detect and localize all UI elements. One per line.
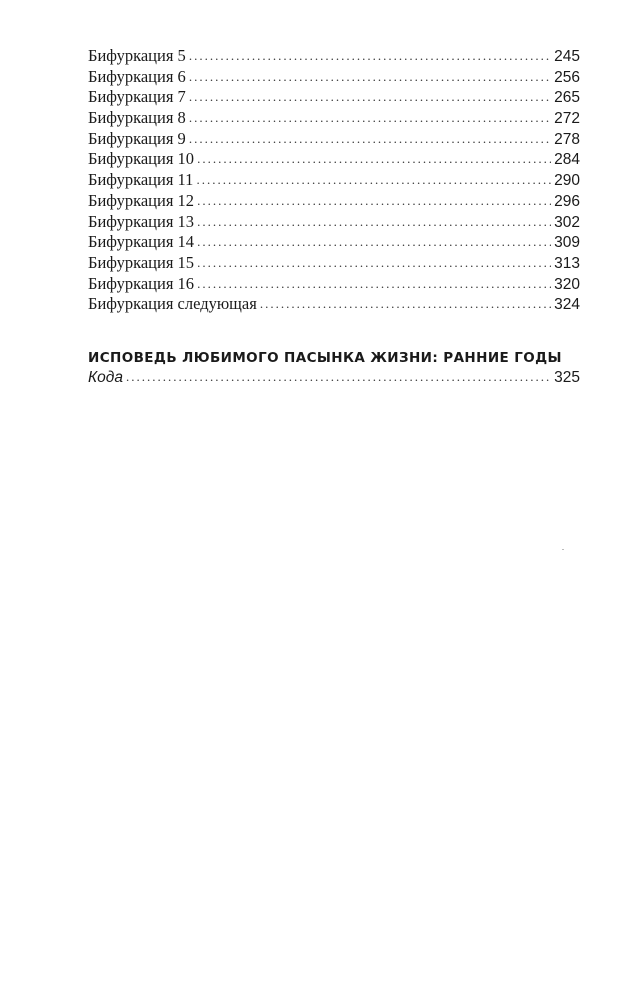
toc-dot-leader <box>197 149 551 170</box>
toc-entry-title: Бифуркация 15 <box>88 252 195 272</box>
toc-entry-title: Бифуркация 16 <box>88 273 195 293</box>
toc-dot-leader <box>196 170 551 191</box>
toc-dot-leader <box>189 108 551 129</box>
toc-page-number: 245 <box>554 48 580 65</box>
toc-entry[interactable] <box>88 212 580 233</box>
toc-entry-title: Бифуркация 11 <box>88 170 194 190</box>
toc-entry-title: Бифуркация 9 <box>88 128 186 148</box>
toc-entry-title: Кода <box>88 368 123 386</box>
toc-entry[interactable] <box>88 67 580 88</box>
scan-speck <box>562 549 564 550</box>
toc-page-number: 320 <box>554 275 580 293</box>
toc-page-number: 313 <box>554 254 580 272</box>
toc-entry[interactable] <box>88 129 580 150</box>
toc-entry-title: Бифуркация 13 <box>88 211 195 231</box>
toc-entry-title: Бифуркация 6 <box>88 66 186 86</box>
toc-entry[interactable] <box>88 108 580 129</box>
toc-page-number: 278 <box>554 130 580 148</box>
toc-list <box>88 46 580 315</box>
toc-entry[interactable] <box>88 274 580 295</box>
toc-page-number: 309 <box>554 234 580 252</box>
toc-entry[interactable] <box>88 232 580 253</box>
toc-page-number: 325 <box>554 368 580 386</box>
toc-page-number: 324 <box>554 296 580 314</box>
toc-dot-leader <box>197 253 551 274</box>
toc-entry-title: Бифуркация 10 <box>88 149 195 169</box>
toc-page-number: 284 <box>554 151 580 169</box>
toc-dot-leader <box>197 274 551 295</box>
toc-entry[interactable] <box>88 46 580 67</box>
toc-page-number: 256 <box>554 68 580 86</box>
toc-dot-leader <box>189 67 551 88</box>
toc-entry-title: Бифуркация 8 <box>88 108 186 128</box>
toc-dot-leader <box>189 129 551 150</box>
toc-dot-leader <box>189 87 551 108</box>
toc-entry-coda[interactable] <box>88 368 580 389</box>
toc-entry[interactable] <box>88 170 580 191</box>
toc-page-number: 265 <box>554 89 580 107</box>
toc-entry-title: Бифуркация 7 <box>88 87 186 107</box>
toc-entry-title: Бифуркация следующая <box>88 294 257 314</box>
section-heading: ИСПОВЕДЬ ЛЮБИМОГО ПАСЫНКА ЖИЗНИ: РАННИЕ ГОДЫ <box>88 349 562 366</box>
toc-dot-leader <box>126 367 551 388</box>
toc-dot-leader <box>197 191 551 212</box>
toc-dot-leader <box>260 294 551 315</box>
toc-entry[interactable] <box>88 253 580 274</box>
toc-page-number: 272 <box>554 110 580 128</box>
toc-entry[interactable] <box>88 191 580 212</box>
toc-dot-leader <box>197 232 551 253</box>
toc-entry-title: Бифуркация 12 <box>88 190 195 210</box>
toc-page-number: 290 <box>554 172 580 190</box>
toc-entry[interactable] <box>88 294 580 315</box>
toc-dot-leader <box>197 212 551 233</box>
toc-entry-title: Бифуркация 5 <box>88 46 186 65</box>
toc-dot-leader <box>189 46 551 67</box>
table-of-contents <box>88 46 580 389</box>
toc-entry[interactable] <box>88 87 580 108</box>
toc-page-number: 302 <box>554 213 580 231</box>
toc-entry-title: Бифуркация 14 <box>88 232 195 252</box>
toc-entry[interactable] <box>88 149 580 170</box>
toc-page-number: 296 <box>554 192 580 210</box>
